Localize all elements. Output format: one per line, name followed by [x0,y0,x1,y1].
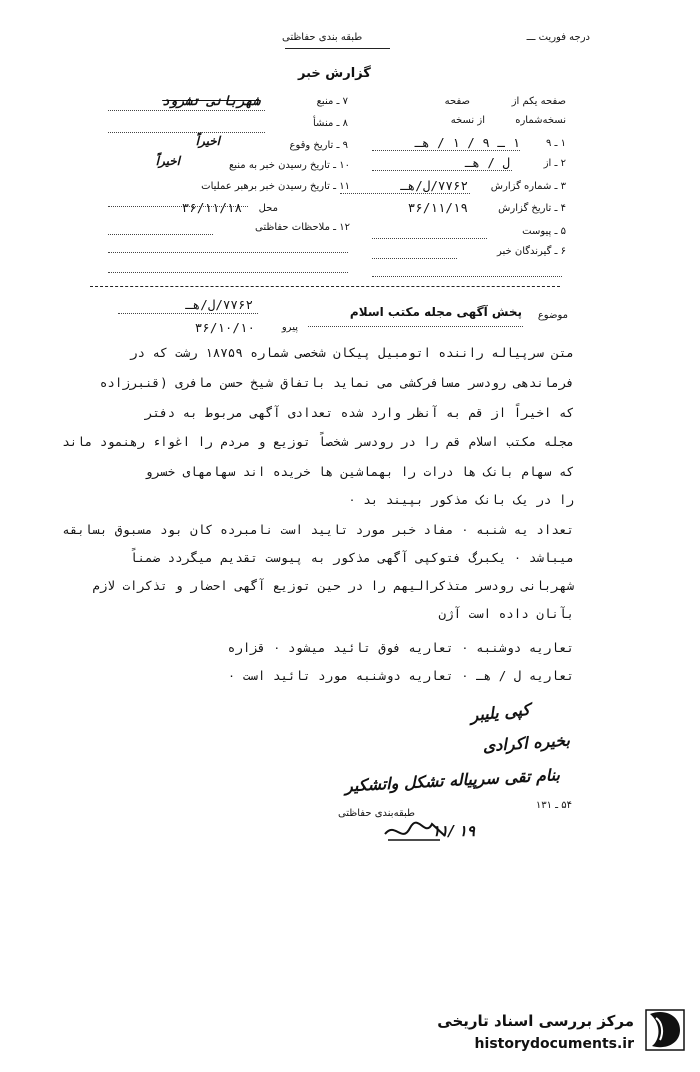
body-line: تعاریه ل / هـ ۰ تعاریه دوشنبه مورد تائید است ۰ [227,668,574,683]
classification-footer: طبقه‌بندی حفاظتی [337,808,415,819]
handwritten-line-1: کپی یلیبر [469,699,531,725]
field-location-label: محل [258,203,278,214]
body-line: تعداد یه شنبه ۰ مفاد خبر مورد تایید است نامبرده کان بود مسبوق بسابقه [62,522,574,537]
field-received-by-source-label: ۱۰ ـ تاریخ رسیدن خبر به منبع [228,160,350,171]
body-line: تعاریه دوشنبه ۰ تعاریه فوق تائید میشود ۰ قزاره [227,640,574,655]
field-page-value: صفحه [444,96,470,107]
handwritten-line-2: بخیره اکرادی [482,730,571,756]
field-from-label: ۲ ـ از [543,158,566,169]
body-line: شهربانی رودسر متذکرالیهم را در حین توزیع آگهی احضار و تذکرات لازم [92,578,574,593]
body-line: میباشد ۰ یکبرگ فتوکپی آگهی مذکور به پیوست تقدیم میگردد ضمناً [129,550,574,565]
dotted-line [372,258,457,259]
dotted-line [340,193,470,194]
urgency-label: درجه فوریت ـــ [526,32,590,43]
field-report-date-label: ۴ ـ تاریخ گزارش [498,203,566,214]
signature-date: ۱۱/ ۱۹ [432,822,475,840]
dotted-line [372,276,562,277]
report-title: گزارش خبر [298,66,371,81]
field-page-label: صفحه یکم از [511,96,566,107]
body-line: فرماندهی رودسر مسافرکشی می نماید باتفاق شیخ حسن مافری (قنبرزاده [99,375,574,390]
archive-logo-icon [640,1004,690,1056]
field-report-date-value: ۳۶/۱۱/۱۹ [407,200,468,215]
body-line: که سهام بانک ها درات را بهماشین ها خریده اند سهامهای خسرو [145,464,574,479]
dotted-line [108,234,213,235]
subject-ref-number: ۷۷۶۲/ل/هـ [185,297,253,312]
doc-code: ۵۴ ـ ۱۳۱ [535,800,572,811]
field-1-label: ۱ ـ ۹ [545,138,566,149]
body-line: را در یک بانک مذکور بپیند بد ۰ [348,492,574,507]
field-copy-number-label: نسخه‌شماره [515,115,566,126]
subject-stamp-word: پیرو [281,322,298,333]
field-location-value: ۳۶/۱۱/۱۸ [181,200,242,215]
subject-label: موضوع [537,310,568,321]
signature-scribble [380,816,450,846]
dotted-line [108,252,348,253]
field-source-value: شهربانی تشرود [162,93,260,108]
handwritten-line-3: بنام تقی سرپیاله تشکل واتشکیر [344,765,561,796]
field-copy-number-value: از نسخه [450,115,485,126]
field-occurrence-date-label: ۹ ـ تاریخ وقوع [289,140,348,151]
body-line: متن سرپیاله راننده اتومبیل پیکان شخصی شماره ۱۸۷۵۹ رشت که در [129,345,574,360]
dotted-line [372,170,512,171]
field-attachment-label: ۵ ـ پیوست [522,226,566,237]
body-line: بآنان داده است آژن [438,606,574,621]
field-security-notes-label: ۱۲ ـ ملاحظات حفاظتی [255,222,350,233]
field-report-number-label: ۳ ـ شماره گزارش [490,181,566,192]
section-divider [90,286,560,287]
classification-label: طبقه بندی حفاظتی [282,32,363,43]
field-origin-label: ۸ ـ منشأ [312,118,348,129]
subject-text: پخش آگهی مجله مکتب اسلام [349,305,522,319]
field-received-by-source-value: اخیراً [155,154,180,168]
dotted-line [108,206,248,207]
archive-name: مرکز بررسی اسناد تاریخی [437,1012,634,1030]
body-line: که اخیراً از قم به آنظر وارد شده تعدادی آگهی مربوط به دفتر [145,405,574,420]
subject-ref-date: ۳۶/۱۰/۱۰ [194,320,255,335]
field-1-value: ۱ ـ ۹ / ۱ / هـ [414,135,520,150]
dotted-line [372,238,487,239]
field-received-by-leader-label: ۱۱ ـ تاریخ رسیدن خبر برهبر عملیات [201,181,350,192]
header-divider [285,48,390,49]
body-line: مجله مکتب اسلام قم را در رودسر شخصاً توزیع و مردم را اغواء رهنمود ماند [62,434,574,449]
dotted-line [118,313,258,314]
field-recipients-label: ۶ ـ گیرندگان خبر [496,246,566,257]
field-occurrence-date-value: اخیراً [195,134,220,148]
field-source-label: ۷ ـ منبع [316,96,348,107]
dotted-line [308,326,523,327]
archive-url[interactable]: historydocuments.ir [474,1036,634,1052]
field-report-number-value: ۷۷۶۲/ل/هـ [400,178,468,193]
dotted-line [108,272,348,273]
field-from-value: ل / هـ [464,155,510,170]
dotted-line [108,132,265,133]
dotted-line [372,150,520,151]
dotted-line [108,110,265,111]
